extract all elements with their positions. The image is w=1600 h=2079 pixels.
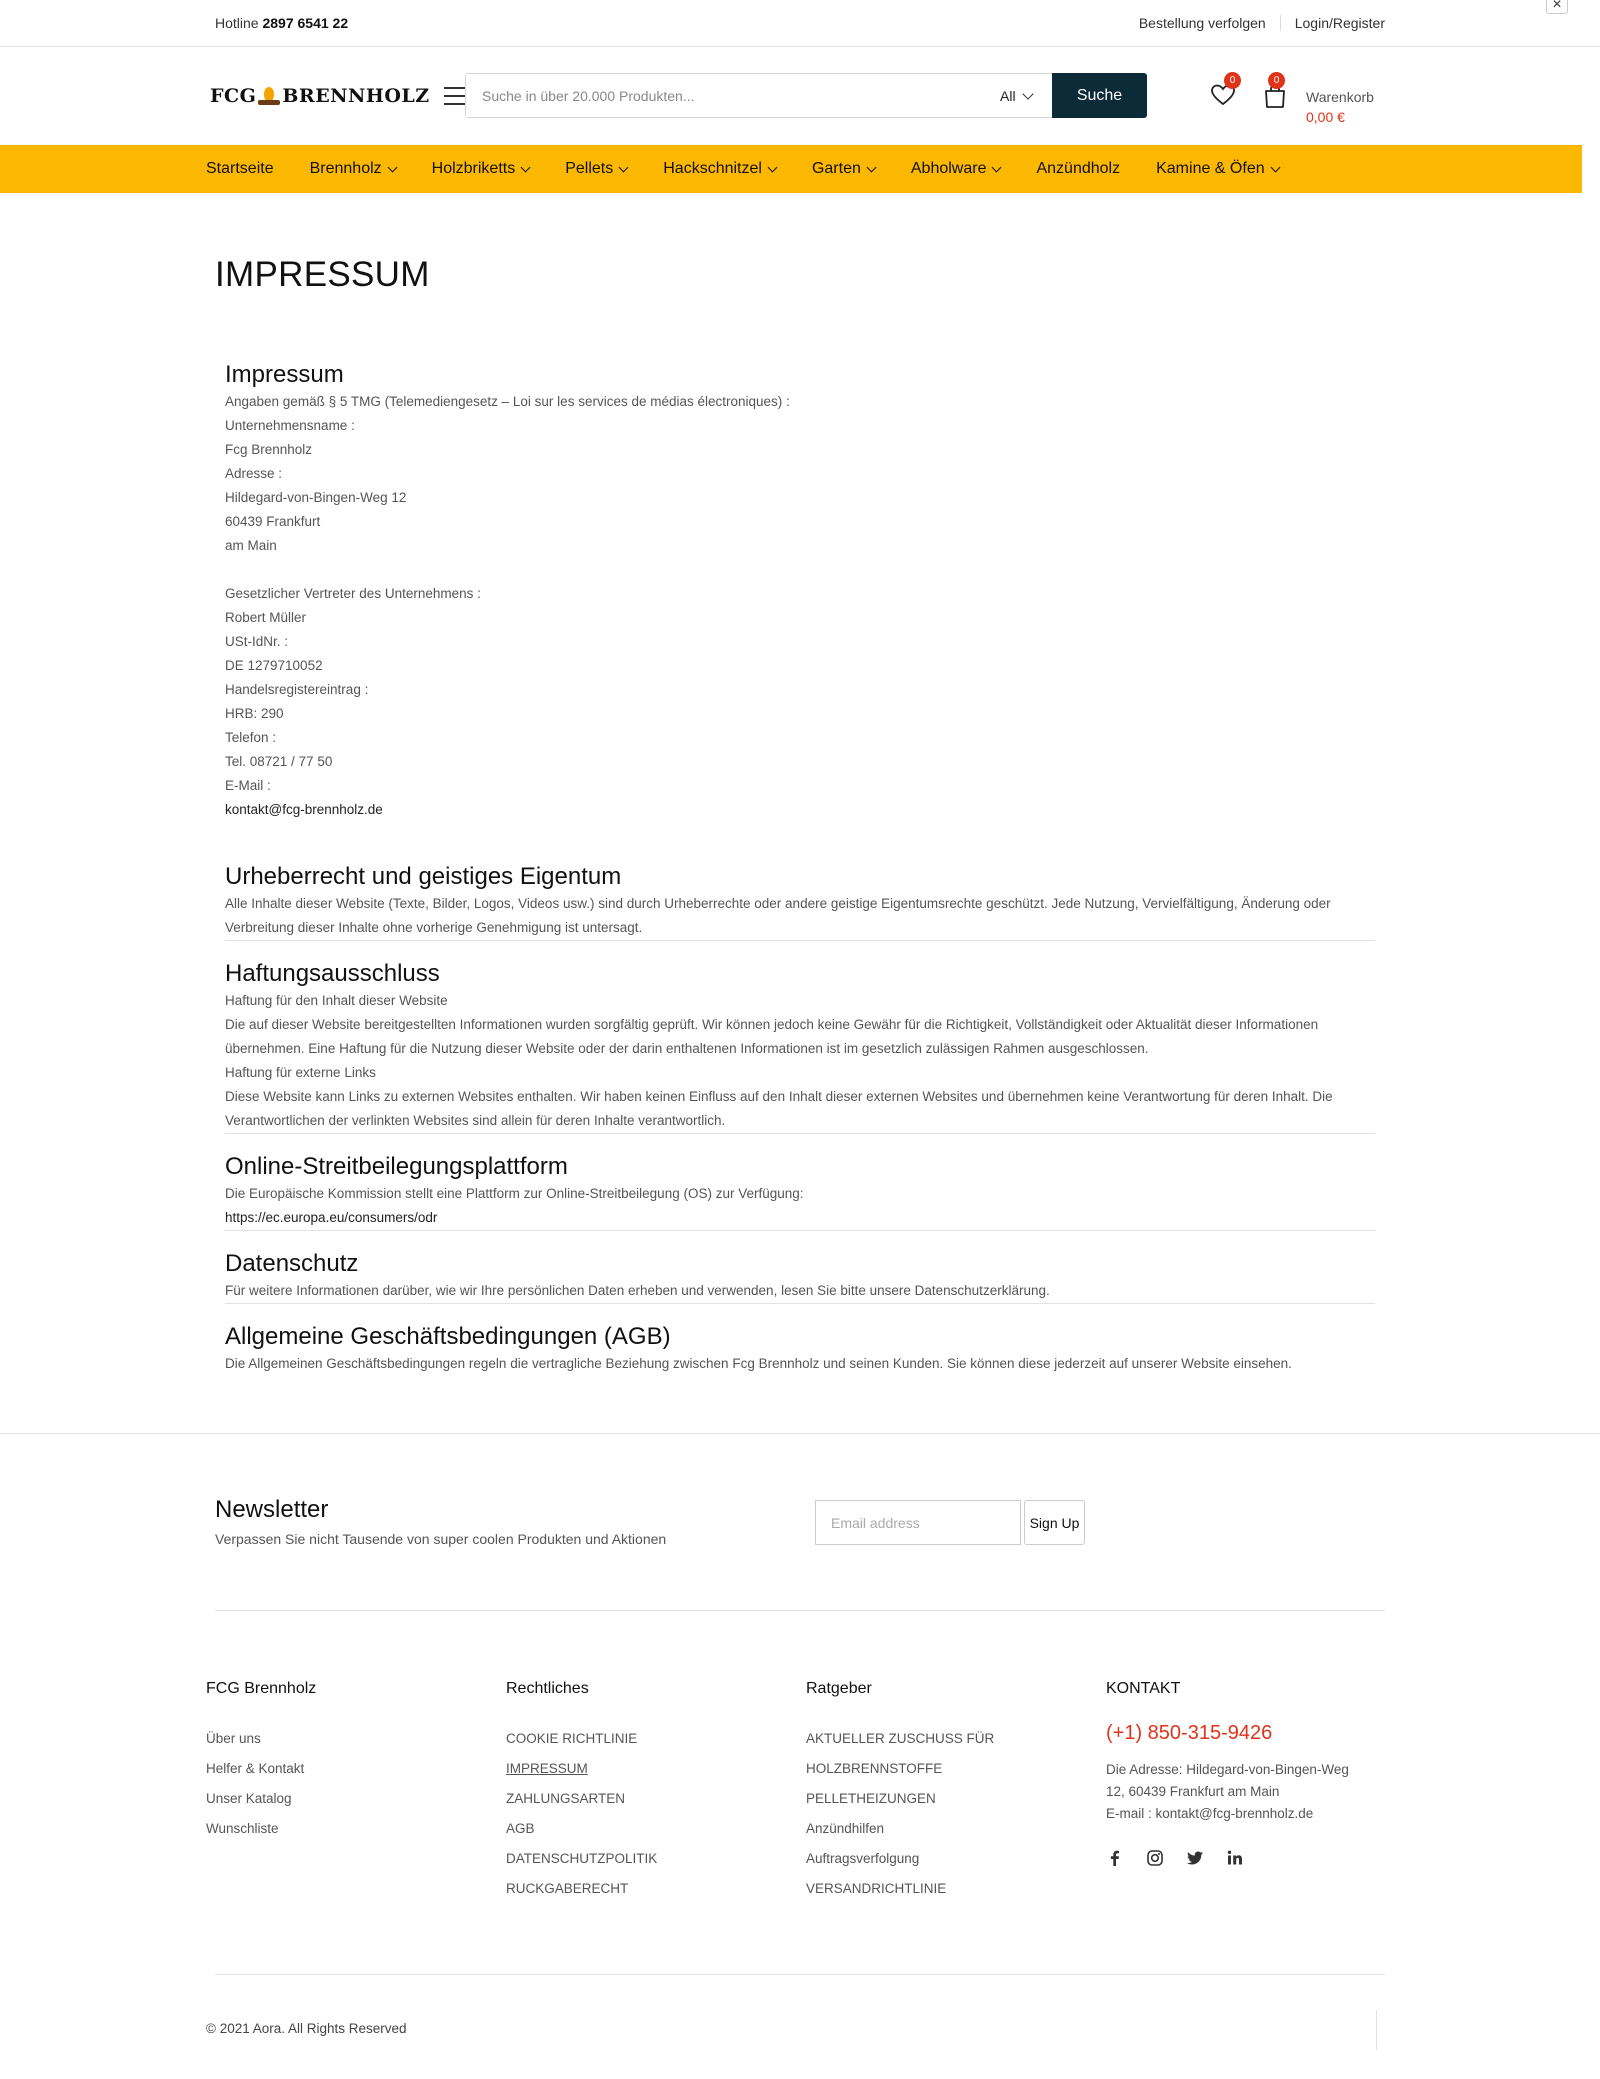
footer-link[interactable]: Helfer & Kontakt [206, 1761, 305, 1776]
privacy-text: Für weitere Informationen darüber, wie wir Ihre persönlichen Daten erheben und verwenden, lesen Sie bitte unsere Datenschutzerklärung. [225, 1283, 1050, 1298]
odr-section [225, 1152, 1375, 1231]
impressum-line: Gesetzlicher Vertreter des Unternehmens : [225, 586, 481, 601]
odr-text: Die Europäische Kommission stellt eine Plattform zur Online-Streitbeilegung (OS) zur Verfügung: [225, 1186, 804, 1201]
nav-item-8[interactable] [1156, 160, 1279, 178]
nav-item-label: Anzündholz [1036, 160, 1121, 177]
impressum-line: Robert Müller [225, 610, 307, 625]
footer-link[interactable]: ZAHLUNGSARTEN [506, 1791, 626, 1806]
hotline [215, 15, 348, 31]
impressum-section [225, 360, 1375, 822]
impressum-email-link[interactable]: kontakt@fcg-brennholz.de [225, 802, 383, 817]
search-button[interactable]: Suche [1052, 73, 1147, 118]
main-header [0, 47, 1600, 144]
footer-link[interactable]: PELLETHEIZUNGEN [806, 1791, 936, 1806]
contact-email: E-mail : kontakt@fcg-brennholz.de [1106, 1806, 1314, 1821]
facebook-icon[interactable] [1106, 1849, 1124, 1867]
newsletter-subtitle: Verpassen Sie nicht Tausende von super coolen Produkten und Aktionen [215, 1531, 667, 1547]
copyright-heading: Urheberrecht und geistiges Eigentum [225, 863, 622, 890]
footer-link[interactable]: Unser Katalog [206, 1791, 292, 1806]
cart-total: 0,00 € [1306, 109, 1345, 125]
social-links [1106, 1849, 1386, 1867]
top-bar [0, 0, 1600, 47]
chevron-down-icon [992, 162, 1002, 172]
login-register-link[interactable]: Login/Register [1294, 15, 1385, 31]
odr-link[interactable]: https://ec.europa.eu/consumers/odr [225, 1210, 438, 1225]
nav-item-2[interactable] [432, 160, 530, 178]
impressum-line: HRB: 290 [225, 706, 284, 721]
chevron-down-icon [866, 162, 876, 172]
footer-column-contact [1106, 1680, 1386, 1867]
nav-item-label: Pellets [565, 160, 614, 177]
flame-icon [258, 87, 280, 105]
logo-text-right: BRENNHOLZ [282, 84, 430, 107]
footer-column-title: FCG Brennholz [206, 1680, 317, 1697]
nav-item-label: Kamine & Öfen [1156, 160, 1265, 177]
impressum-details [225, 390, 1375, 798]
impressum-line: Telefon : [225, 730, 277, 745]
footer-link[interactable]: VERSANDRICHTLINIE [806, 1881, 947, 1896]
footer-link[interactable]: Über uns [206, 1731, 261, 1746]
impressum-line: Angaben gemäß § 5 TMG (Telemediengesetz – Loi sur les services de médias électroniques) : [225, 394, 790, 409]
nav-item-1[interactable] [310, 160, 396, 178]
twitter-icon[interactable] [1186, 1849, 1204, 1867]
impressum-line: Fcg Brennholz [225, 442, 313, 457]
liability-subheading-links: Haftung für externe Links [225, 1065, 376, 1080]
liability-heading: Haftungsausschluss [225, 960, 440, 987]
chevron-down-icon [387, 162, 397, 172]
impressum-heading: Impressum [225, 361, 344, 388]
impressum-line [225, 558, 1375, 582]
footer-link[interactable]: HOLZBRENNSTOFFE [806, 1761, 943, 1776]
logo-text-left: FCG [210, 84, 257, 107]
contact-address-line: Die Adresse: Hildegard-von-Bingen-Weg [1106, 1762, 1349, 1777]
newsletter-email-input[interactable] [815, 1500, 1021, 1545]
hotline-label: Hotline [215, 15, 259, 31]
nav-item-label: Hackschnitzel [663, 160, 762, 177]
footer-divider-top [215, 1610, 1385, 1611]
impressum-line: USt-IdNr. : [225, 634, 289, 649]
liability-links-text: Diese Website kann Links zu externen Websites enthalten. Wir haben keinen Einfluss auf den Inhalt dieser externen Websites und übernehmen keine Verantwortung für deren Inhalt. Die Verantwortlichen der verlinkten Websites sind allein für deren Inhalte verantwortlich. [225, 1089, 1333, 1128]
footer-link[interactable]: DATENSCHUTZPOLITIK [506, 1851, 658, 1866]
nav-item-label: Abholware [910, 160, 987, 177]
content-divider [0, 1433, 1600, 1434]
footer-column-title: Rechtliches [506, 1680, 589, 1697]
impressum-line: 60439 Frankfurt [225, 514, 321, 529]
search-category-select[interactable] [1000, 74, 1052, 117]
odr-heading: Online-Streitbeilegungsplattform [225, 1153, 568, 1180]
cart-count-badge: 0 [1268, 72, 1285, 89]
linkedin-icon[interactable] [1226, 1849, 1244, 1867]
divider [1376, 2010, 1377, 2050]
impressum-line: Unternehmensname : [225, 418, 355, 433]
chevron-down-icon [768, 162, 778, 172]
impressum-line: DE 1279710052 [225, 658, 323, 673]
wishlist-count-badge: 0 [1224, 72, 1241, 89]
footer-column-company [206, 1680, 316, 1844]
main-navigation [0, 145, 1582, 193]
footer-column-legal [506, 1680, 657, 1904]
liability-subheading-content: Haftung für den Inhalt dieser Website [225, 993, 448, 1008]
impressum-line: Adresse : [225, 466, 283, 481]
hotline-number[interactable]: 2897 6541 22 [262, 15, 349, 31]
close-icon[interactable]: × [1546, 0, 1568, 14]
contact-address-line: 12, 60439 Frankfurt am Main [1106, 1784, 1280, 1799]
site-logo[interactable] [210, 85, 430, 107]
privacy-section [225, 1249, 1375, 1304]
nav-item-7[interactable] [1036, 160, 1120, 178]
impressum-line: E-Mail : [225, 778, 271, 793]
footer-column-title: Ratgeber [806, 1680, 872, 1697]
track-order-link[interactable]: Bestellung verfolgen [1138, 15, 1266, 31]
top-bar-links [1139, 15, 1385, 31]
impressum-line: Hildegard-von-Bingen-Weg 12 [225, 490, 407, 505]
liability-content-text: Die auf dieser Website bereitgestellten Informationen wurden sorgfältig geprüft. Wir können jedoch keine Gewähr für die Richtigkeit, Vollständigkeit oder Aktualität dieser Informationen übernehmen. Eine Haftung für die Nutzung dieser Website oder der darin enthaltenen Informationen ist im gesetzlich zulässigen Rahmen ausgeschlossen. [225, 1017, 1319, 1056]
nav-item-6[interactable] [911, 160, 1001, 178]
nav-item-label: Brennholz [309, 160, 382, 177]
agb-text: Die Allgemeinen Geschäftsbedingungen regeln die vertragliche Beziehung zwischen Fcg Brennholz und seinen Kunden. Sie können diese jederzeit auf unserer Website einsehen. [225, 1356, 1292, 1371]
search-category-value: All [1000, 87, 1016, 104]
footer-link[interactable]: Anzündhilfen [806, 1821, 885, 1836]
cart-summary[interactable] [1306, 87, 1374, 127]
cart-label: Warenkorb [1306, 89, 1374, 105]
footer-link[interactable]: AKTUELLER ZUSCHUSS FÜR [806, 1731, 995, 1746]
nav-item-label: Holzbriketts [431, 160, 516, 177]
copyright-section [225, 862, 1375, 941]
footer-column-guide [806, 1680, 994, 1904]
footer-column-title: KONTAKT [1106, 1680, 1181, 1697]
nav-item-label: Startseite [206, 160, 274, 177]
nav-item-4[interactable] [663, 160, 776, 178]
impressum-line: Tel. 08721 / 77 50 [225, 754, 333, 769]
footer-divider-bottom [215, 1974, 1385, 1975]
footer-link[interactable]: AGB [506, 1821, 535, 1836]
search-bar [465, 73, 1147, 118]
footer-link[interactable]: COOKIE RICHTLINIE [506, 1731, 638, 1746]
newsletter-signup-button[interactable]: Sign Up [1024, 1500, 1085, 1545]
search-input[interactable] [466, 74, 1000, 117]
contact-phone[interactable]: (+1) 850-315-9426 [1106, 1722, 1273, 1744]
cart-button[interactable] [1262, 75, 1288, 109]
page-title: IMPRESSUM [215, 255, 430, 294]
divider [1280, 15, 1281, 31]
footer-link[interactable]: Auftragsverfolgung [806, 1851, 920, 1866]
wishlist-button[interactable] [1210, 75, 1236, 107]
newsletter-title: Newsletter [215, 1496, 329, 1523]
chevron-down-icon [1022, 88, 1033, 99]
nav-item-0[interactable] [206, 160, 274, 178]
impressum-line: am Main [225, 538, 277, 553]
chevron-down-icon [619, 162, 629, 172]
nav-item-label: Garten [811, 160, 861, 177]
chevron-down-icon [521, 162, 531, 172]
copyright-text: © 2021 Aora. All Rights Reserved [206, 2021, 407, 2036]
nav-item-5[interactable] [812, 160, 875, 178]
agb-heading: Allgemeine Geschäftsbedingungen (AGB) [225, 1323, 671, 1350]
privacy-heading: Datenschutz [225, 1250, 359, 1277]
agb-section [225, 1322, 1375, 1376]
impressum-content [225, 360, 1375, 1394]
footer-link[interactable]: IMPRESSUM [506, 1761, 588, 1776]
contact-address [1106, 1759, 1386, 1825]
footer-link[interactable]: RUCKGABERECHT [506, 1881, 629, 1896]
copyright-text: Alle Inhalte dieser Website (Texte, Bilder, Logos, Videos usw.) sind durch Urheberrechte oder andere geistige Eigentumsrechte geschützt. Jede Nutzung, Vervielfältigung, Änderung oder Verbreitung dieser Inhalte ohne vorherige Genehmigung ist untersagt. [225, 896, 1331, 935]
instagram-icon[interactable] [1146, 1849, 1164, 1867]
footer-link[interactable]: Wunschliste [206, 1821, 279, 1836]
nav-item-3[interactable] [565, 160, 627, 178]
liability-section [225, 959, 1375, 1134]
impressum-line: Handelsregistereintrag : [225, 682, 369, 697]
chevron-down-icon [1270, 162, 1280, 172]
